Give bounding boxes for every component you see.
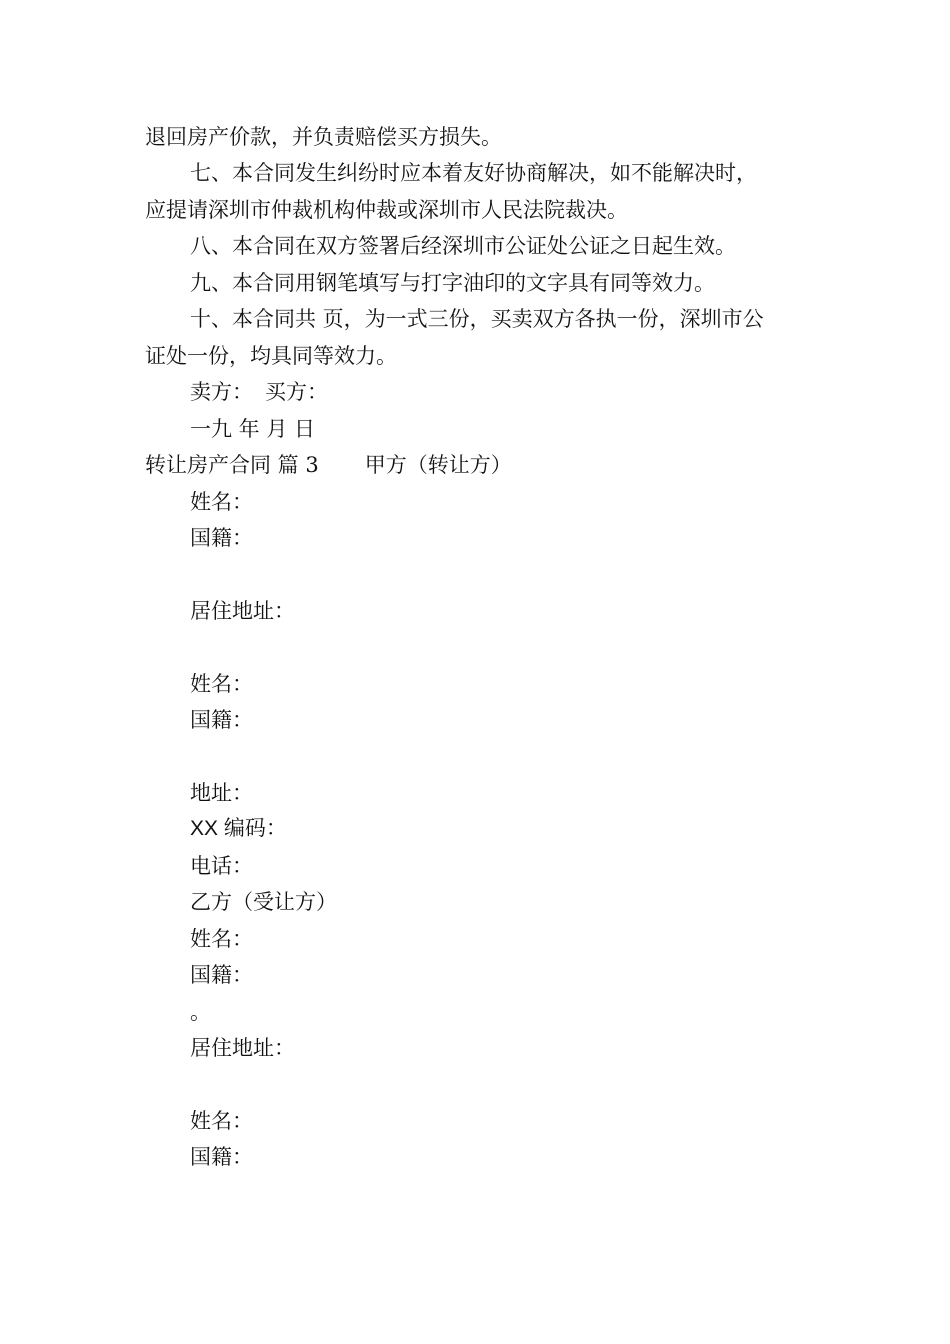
signature-line: [190, 379, 328, 405]
party-a-agent-name-field: 姓名：: [190, 672, 253, 696]
party-a-phone-field: 电话：: [190, 854, 253, 878]
party-a-residence-field: 居住地址：: [190, 599, 295, 623]
clause-10-line-2: 证处一份，均具同等效力。: [145, 344, 397, 368]
stray-period: 。: [190, 1000, 211, 1024]
section-heading-line: [145, 452, 512, 478]
clause-7-line-2: 应提请深圳市仲裁机构仲裁或深圳市人民法院裁决。: [145, 198, 628, 222]
clause-10-line-1: 十、本合同共 页，为一式三份，买卖双方各执一份，深圳市公: [190, 307, 764, 331]
seller-label: 卖方：: [190, 380, 253, 404]
party-a-name-field: 姓名：: [190, 490, 253, 514]
party-b-agent-name-field: 姓名：: [190, 1109, 253, 1133]
party-a-address-field: 地址：: [190, 781, 253, 805]
buyer-label: 买方：: [265, 380, 328, 404]
party-a-postcode-field: XX 编码：: [190, 817, 287, 840]
section-heading: 转让房产合同 篇 3: [145, 453, 319, 477]
clause-7-line-1: 七、本合同发生纠纷时应本着友好协商解决，如不能解决时，: [190, 161, 757, 185]
clause-9: 九、本合同用钢笔填写与打字油印的文字具有同等效力。: [190, 271, 715, 295]
party-b-nationality-field: 国籍：: [190, 963, 253, 987]
party-a-agent-nationality-field: 国籍：: [190, 708, 253, 732]
clause-8: 八、本合同在双方签署后经深圳市公证处公证之日起生效。: [190, 234, 736, 258]
party-a-label: 甲方（转让方）: [364, 453, 512, 477]
party-b-label: 乙方（受让方）: [190, 890, 337, 914]
party-a-nationality-field: 国籍：: [190, 526, 253, 550]
party-b-name-field: 姓名：: [190, 927, 253, 951]
paragraph-6-end: 退回房产价款，并负责赔偿买方损失。: [145, 125, 502, 149]
date-line: 一九 年 月 日: [190, 417, 316, 441]
party-b-agent-nationality-field: 国籍：: [190, 1145, 253, 1169]
party-b-residence-field: 居住地址：: [190, 1036, 295, 1060]
